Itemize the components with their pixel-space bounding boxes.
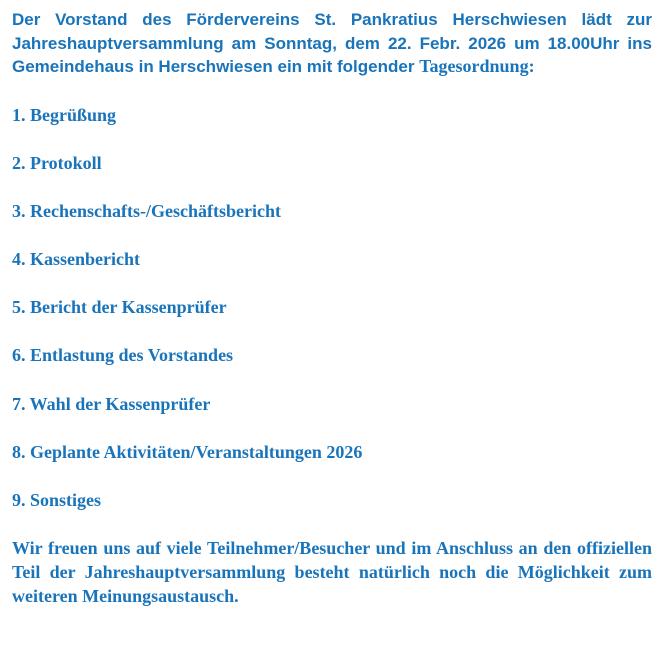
agenda-item: 3. Rechenschafts-/Geschäftsbericht [12,200,281,221]
closing-paragraph: Wir freuen uns auf viele Teilnehmer/Besucher und im Anschluss an den offiziellen Teil der Jahreshauptversammlung besteht natürlich noch die Möglichkeit zum weiteren Meinungsaustausch. [12,538,652,607]
intro-text: Der Vorstand des Fördervereins St. Pankratius Herschwiesen lädt zur Jahreshauptversammlung am Sonntag, dem 22. Febr. 2026 um 18.00Uhr ins Gemeindehaus in Herschwiesen ein mit folgender [12,10,652,76]
agenda-item: 5. Bericht der Kassenprüfer [12,297,227,318]
invitation-document [12,8,652,608]
agenda-item: 2. Protokoll [12,152,102,173]
agenda-item: 1. Begrüßung [12,104,117,125]
agenda-item: 8. Geplante Aktivitäten/Veranstaltungen 2026 [12,441,363,462]
agenda-item: 4. Kassenbericht [12,249,140,270]
agenda-item: 6. Entlastung des Vorstandes [12,345,234,366]
invitation-intro [12,8,652,79]
agenda-heading: Tagesordnung: [419,56,535,76]
agenda-item: 9. Sonstiges [12,490,102,510]
agenda-list [12,104,652,512]
agenda-item: 7. Wahl der Kassenprüfer [12,393,211,414]
